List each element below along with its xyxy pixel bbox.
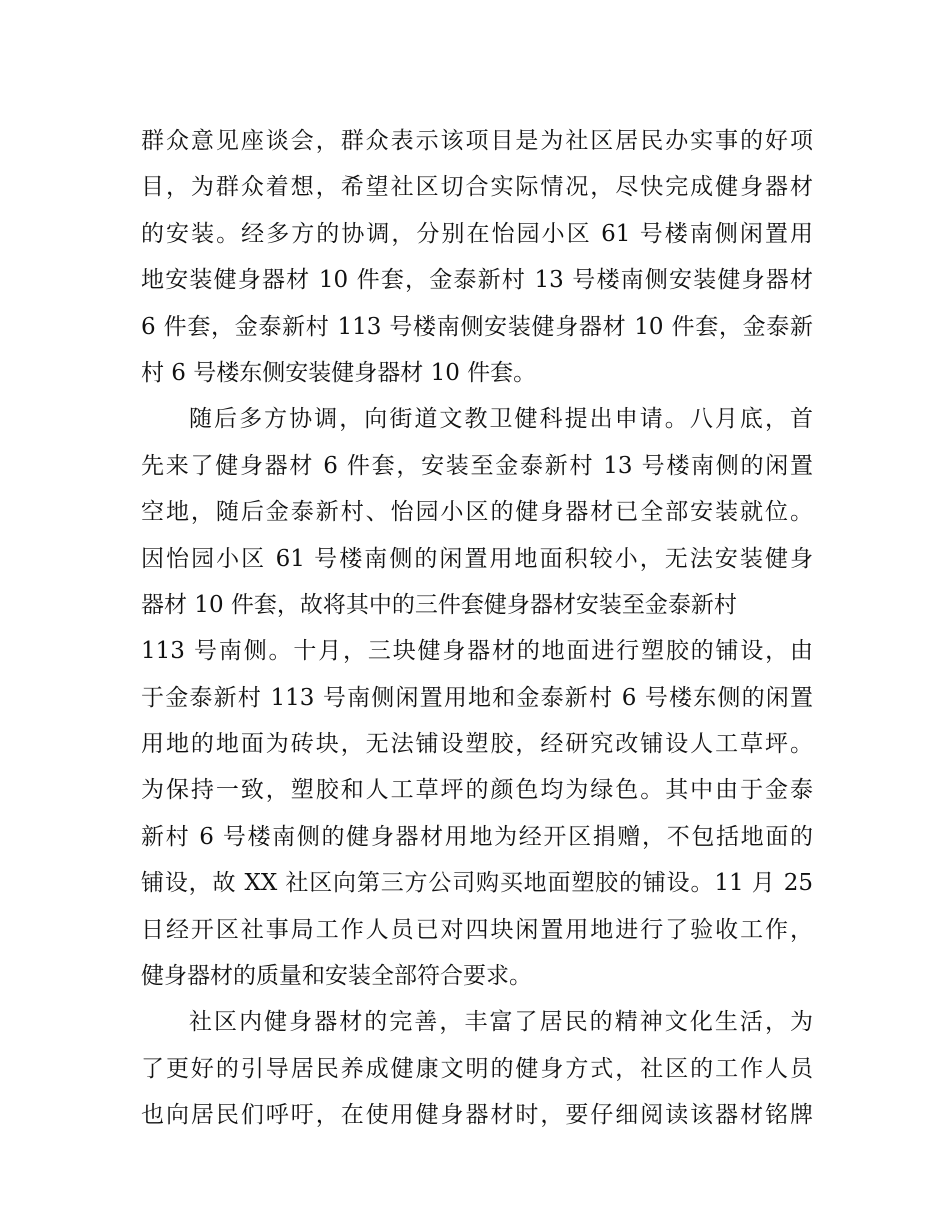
text-line: 空地，随后金泰新村、怡园小区的健身器材已全部安装就位。 (141, 499, 813, 526)
text-line: 了更好的引导居民养成健康文明的健身方式，社区的工作人员 (141, 1055, 813, 1082)
text-line: 目，为群众着想，希望社区切合实际情况，尽快完成健身器材 (141, 174, 813, 201)
text-line: 地安装健身器材 10 件套，金泰新村 13 号楼南侧安装健身器材 (141, 267, 813, 294)
paragraph-first-line: 随后多方协调，向街道文教卫健科提出申请。八月底，首 (189, 406, 813, 433)
text-line: 铺设，故 XX 社区向第三方公司购买地面塑胶的铺设。11 月 25 (141, 870, 813, 897)
text-line: 用地的地面为砖块，无法铺设塑胶，经研究改铺设人工草坪。 (141, 731, 813, 758)
text-line: 113 号南侧。十月，三块健身器材的地面进行塑胶的铺设，由 (141, 638, 813, 665)
document-body (141, 118, 813, 1139)
text-line: 健身器材的质量和安装全部符合要求。 (141, 963, 532, 990)
text-line: 日经开区社事局工作人员已对四块闲置用地进行了验收工作， (141, 916, 813, 943)
text-line: 因怡园小区 61 号楼南侧的闲置用地面积较小，无法安装健身 (141, 545, 813, 572)
text-line: 先来了健身器材 6 件套，安装至金泰新村 13 号楼南侧的闲置 (141, 452, 813, 479)
text-line: 为保持一致，塑胶和人工草坪的颜色均为绿色。其中由于金泰 (141, 777, 813, 804)
text-line: 6 件套，金泰新村 113 号楼南侧安装健身器材 10 件套，金泰新 (141, 313, 813, 340)
text-line: 器材 10 件套，故将其中的三件套健身器材安装至金泰新村 (141, 591, 737, 618)
text-line: 于金泰新村 113 号南侧闲置用地和金泰新村 6 号楼东侧的闲置 (141, 684, 813, 711)
text-line: 村 6 号楼东侧安装健身器材 10 件套。 (141, 359, 537, 386)
text-line: 的安装。经多方的协调，分别在怡园小区 61 号楼南侧闲置用 (141, 220, 813, 247)
text-line: 新村 6 号楼南侧的健身器材用地为经开区捐赠，不包括地面的 (141, 823, 813, 850)
paragraph-first-line: 社区内健身器材的完善，丰富了居民的精神文化生活，为 (189, 1009, 813, 1036)
text-line: 群众意见座谈会，群众表示该项目是为社区居民办实事的好项 (141, 128, 813, 154)
text-line: 也向居民们呼吁，在使用健身器材时，要仔细阅读该器材铭牌 (141, 1102, 813, 1129)
